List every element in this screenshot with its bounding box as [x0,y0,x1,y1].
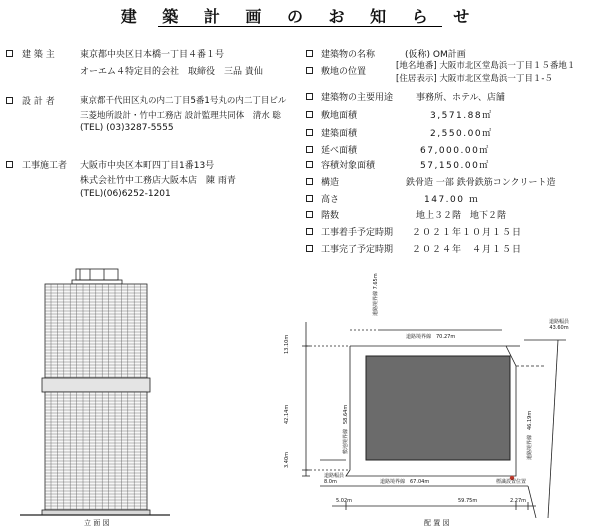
dim-top-left-road: 道路境界線 7.65m [373,273,379,316]
owner-line-1: 東京都中央区日本橋一丁目４番１号 [80,50,225,60]
bullet-square [306,146,313,153]
floors-value: 地上３２階 地下２階 [416,211,507,221]
dim-w1: 5.02m [336,498,353,504]
dim-w3: 2.27m [510,498,527,504]
bullet-square [306,50,313,57]
dim-right-side: 道路境界線 46.19m [527,410,533,460]
building-name-value: (仮称) OM計画 [405,50,466,60]
height-value: 147.00 ｍ [424,195,480,205]
building-area-value: 2,550.00㎡ [430,129,493,139]
roof-structure [76,269,118,280]
main-use-label: 建築物の主要用途 [321,93,394,103]
title-underline [158,26,442,27]
dim-w2: 59.75m [458,498,478,504]
contractor-line-1: 大阪市中央区本町四丁目1番13号 [80,161,215,171]
structure-value: 鉄骨造 一部 鉄骨鉄筋コンクリート造 [406,178,556,188]
contractor-line-3: (TEL)(06)6252-1201 [80,189,171,199]
bullet-square [306,129,313,136]
page-title: 建 築 計 画 の お 知 ら せ [120,7,480,26]
bullet-square [6,50,13,57]
contractor-line-2: 株式会社竹中工務店大阪本店 陳 雨青 [80,176,236,186]
start-date-value: ２０２１年１０月１５日 [412,228,523,238]
designer-line-1: 東京都千代田区丸の内二丁目5番1号丸の内二丁目ビル [80,96,287,106]
owner-label: 建 築 主 [22,50,55,60]
start-date-label: 工事着手予定時期 [321,228,394,238]
dim-h1: 13.10m [284,334,290,354]
mid-band [42,378,150,392]
height-label: 高さ [321,195,340,205]
dim-bottom-road: 道路境界線 67.04m [380,479,430,485]
dim-h3: 3.40m [284,451,290,468]
dim-right-road-width: 道路幅員 43.60m [548,319,569,331]
bullet-square [306,195,313,202]
total-floor-area-value: 67,000.00㎡ [420,146,490,156]
far-area-label: 容積対象面積 [321,161,376,171]
contractor-label: 工事施工者 [22,161,68,171]
bullet-square [306,93,313,100]
site-plan-caption: 配 置 図 [424,519,450,527]
base-podium [42,510,150,515]
bullet-square [306,211,313,218]
structure-label: 構造 [321,178,340,188]
dim-top-road: 道路境界線 70.27m [406,334,456,340]
dim-h2: 42.14m [284,404,290,424]
dim-bottom-left-road: 道路幅員 8.0m [324,473,345,485]
sign-position-label: 標識設置位置 [496,479,527,485]
designer-line-2: 三菱地所設計・竹中工務店 設計監理共同体 清水 聡 [80,111,281,121]
site-area-label: 敷地面積 [321,111,358,121]
site-location-address: [住居表示] 大阪市北区堂島浜一丁目１-５ [396,74,553,84]
bullet-square [306,178,313,185]
dim-left-side: 敷地境界線 58.64m [343,404,349,454]
owner-line-2: オーエム４特定目的会社 取締役 三品 貴仙 [80,67,263,77]
bullet-square [6,97,13,104]
total-floor-area-label: 延べ面積 [321,146,358,156]
bullet-square [306,245,313,252]
bullet-square [306,67,313,74]
bullet-square [306,161,313,168]
building-footprint [366,356,510,460]
far-area-value: 57,150.00㎡ [420,161,490,171]
site-location-lot: [地名地番] 大阪市北区堂島浜一丁目１５番地１ [396,61,576,71]
main-use-value: 事務所、ホテル、店舗 [416,93,505,103]
building-name-label: 建築物の名称 [321,50,376,60]
site-location-label: 敷地の位置 [321,67,367,77]
site-area-value: 3,571.88㎡ [430,111,493,121]
roof-parapet [72,280,122,284]
building-area-label: 建築面積 [321,129,358,139]
designer-line-3: (TEL) (03)3287-5555 [80,123,174,133]
elevation-drawing [0,260,200,529]
bullet-square [306,228,313,235]
bullet-square [306,111,313,118]
bullet-square [6,161,13,168]
completion-date-value: ２０２４年 ４月１５日 [412,245,523,255]
elevation-caption: 立 面 図 [84,519,110,527]
designer-label: 設 計 者 [22,97,55,107]
floors-label: 階数 [321,211,340,221]
completion-date-label: 工事完了予定時期 [321,245,394,255]
